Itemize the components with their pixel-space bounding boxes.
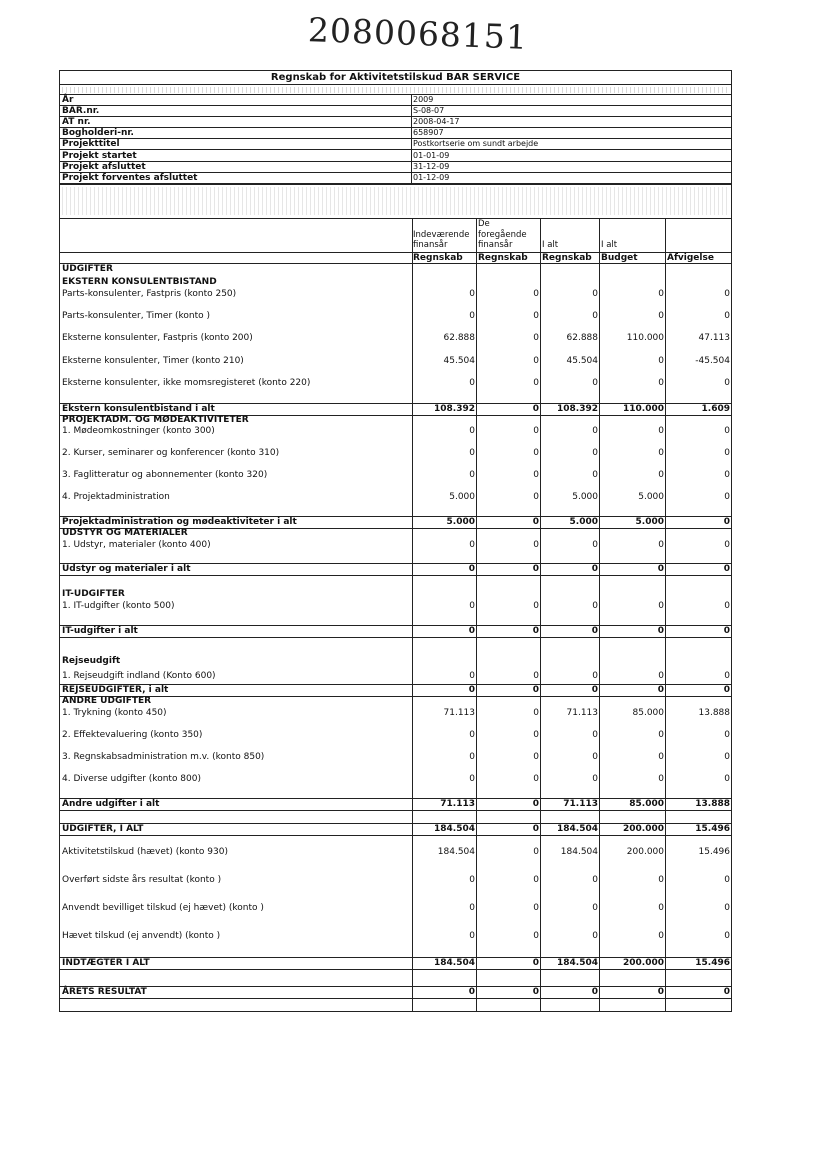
cell-value: 0 — [724, 289, 730, 299]
col3-header-line2: Regnskab — [542, 253, 592, 263]
total-rule — [59, 575, 732, 576]
col4-header-line2: Budget — [601, 253, 638, 263]
row-label: Parts-konsulenter, Timer (konto ) — [62, 311, 211, 321]
cell-value: 0 — [533, 492, 539, 502]
column-divider — [412, 218, 413, 1012]
cell-value: 0 — [533, 378, 539, 388]
meta-label: Bogholderi-nr. — [62, 128, 134, 139]
row-label: Eksterne konsulenter, ikke momsregisteret (konto 220) — [62, 378, 311, 388]
cell-value: 0 — [658, 903, 664, 913]
meta-value: 2009 — [413, 95, 434, 104]
cell-value: 0 — [533, 540, 539, 550]
col1-header-line2: finansår — [413, 240, 448, 250]
meta-value: S-08-07 — [413, 106, 445, 116]
cell-value: 5.000 — [449, 492, 475, 502]
cell-value: 184.504 — [437, 847, 475, 857]
cell-value: 0 — [533, 774, 539, 784]
section-label: UDGIFTER, I ALT — [62, 824, 144, 834]
meta-label: Projekt forventes afsluttet — [62, 172, 198, 183]
cell-value: 0 — [469, 903, 475, 913]
cell-value: 0 — [533, 426, 539, 436]
meta-value: 2008-04-17 — [413, 117, 460, 127]
cell-value: 71.113 — [440, 799, 475, 809]
row-label: Eksterne konsulenter, Fastpris (konto 200) — [62, 333, 253, 343]
total-rule — [59, 798, 732, 799]
cell-value: 0 — [533, 875, 539, 885]
cell-value: 0 — [469, 601, 475, 611]
cell-value: 0 — [723, 564, 730, 574]
cell-value: 0 — [592, 730, 598, 740]
cell-value: 15.496 — [695, 824, 730, 834]
cell-value: 0 — [724, 470, 730, 480]
row-label: Parts-konsulenter, Fastpris (konto 250) — [62, 289, 237, 299]
section-label: IT-udgifter i alt — [62, 626, 138, 636]
cell-value: 184.504 — [434, 958, 475, 968]
row-label: 1. Trykning (konto 450) — [62, 708, 167, 718]
cell-value: 0 — [724, 752, 730, 762]
cell-value: 0 — [532, 564, 539, 574]
cell-value: 0 — [658, 356, 664, 366]
cell-value: 0 — [592, 752, 598, 762]
total-rule — [59, 637, 732, 638]
cell-value: 0 — [533, 730, 539, 740]
cell-value: 0 — [723, 987, 730, 997]
cell-value: 0 — [657, 685, 664, 695]
section-label: Andre udgifter i alt — [62, 799, 160, 809]
cell-value: 0 — [469, 470, 475, 480]
col2-header-line2: foregående — [478, 230, 527, 240]
cell-value: 0 — [533, 470, 539, 480]
meta-rule — [59, 105, 732, 106]
cell-value: 184.504 — [434, 824, 475, 834]
cell-value: 110.000 — [626, 333, 664, 343]
row-label: 1. Rejseudgift indland (Konto 600) — [62, 671, 216, 681]
column-divider — [476, 218, 477, 1012]
cell-value: 0 — [724, 492, 730, 502]
cell-value: 0 — [658, 875, 664, 885]
row-label: 2. Kurser, seminarer og konferencer (konto 310) — [62, 448, 280, 458]
cell-value: 0 — [724, 671, 730, 681]
total-rule — [59, 516, 732, 517]
cell-value: 15.496 — [695, 958, 730, 968]
cell-value: -45.504 — [695, 356, 730, 366]
total-rule — [59, 684, 732, 685]
row-label: Hævet tilskud (ej anvendt) (konto ) — [62, 931, 221, 941]
meta-rule — [59, 138, 732, 139]
total-rule — [59, 957, 732, 958]
cell-value: 0 — [469, 289, 475, 299]
cell-value: 0 — [532, 958, 539, 968]
row-label: 1. IT-udgifter (konto 500) — [62, 601, 175, 611]
total-rule — [59, 403, 732, 404]
cell-value: 5.000 — [569, 517, 598, 527]
row-label: Anvendt bevilliget tilskud (ej hævet) (konto ) — [62, 903, 264, 913]
cell-value: 0 — [724, 730, 730, 740]
handwritten-number: 2080068151 — [307, 10, 529, 57]
cell-value: 0 — [592, 671, 598, 681]
cell-value: 110.000 — [623, 404, 664, 414]
section-label: INDTÆGTER I ALT — [62, 958, 150, 968]
cell-value: 0 — [658, 752, 664, 762]
cell-value: 0 — [658, 470, 664, 480]
cell-value: 0 — [591, 626, 598, 636]
cell-value: 62.888 — [443, 333, 475, 343]
row-label: 1. Udstyr, materialer (konto 400) — [62, 540, 211, 550]
cell-value: 0 — [533, 752, 539, 762]
section-label: ÅRETS RESULTAT — [62, 987, 147, 997]
section-label: Ekstern konsulentbistand i alt — [62, 404, 215, 414]
header-rule — [59, 263, 732, 264]
total-rule — [59, 625, 732, 626]
cell-value: 5.000 — [572, 492, 598, 502]
section-label: ANDRE UDGIFTER — [62, 696, 152, 706]
col1-header-line3: Regnskab — [413, 253, 463, 263]
cell-value: 71.113 — [443, 708, 475, 718]
cell-value: 0 — [532, 799, 539, 809]
cell-value: 184.504 — [557, 958, 598, 968]
meta-value: 01-01-09 — [413, 150, 450, 160]
section-label: EKSTERN KONSULENTBISTAND — [62, 277, 217, 287]
cell-value: 0 — [658, 671, 664, 681]
meta-rule — [59, 116, 732, 117]
ledger-title: Regnskab for Aktivitetstilskud BAR SERVICE — [270, 72, 521, 83]
col5-header-line1: Afvigelse — [667, 253, 714, 263]
cell-value: 0 — [469, 875, 475, 885]
cell-value: 1.609 — [701, 404, 730, 414]
col3-header-line1: I alt — [542, 240, 559, 250]
cell-value: 15.496 — [698, 847, 730, 857]
cell-value: 0 — [658, 931, 664, 941]
meta-label: AT nr. — [62, 117, 91, 128]
cell-value: 47.113 — [698, 333, 730, 343]
total-rule — [59, 986, 732, 987]
cell-value: 0 — [592, 378, 598, 388]
cell-value: 85.000 — [632, 708, 664, 718]
cell-value: 0 — [533, 708, 539, 718]
row-label: 4. Projektadministration — [62, 492, 170, 502]
cell-value: 5.000 — [446, 517, 475, 527]
cell-value: 0 — [469, 448, 475, 458]
cell-value: 0 — [533, 847, 539, 857]
cell-value: 0 — [724, 903, 730, 913]
meta-rule — [59, 149, 732, 150]
row-label: 2. Effektevaluering (konto 350) — [62, 730, 203, 740]
cell-value: 0 — [592, 311, 598, 321]
meta-rule — [59, 183, 732, 184]
meta-value: 01-12-09 — [413, 172, 450, 182]
section-label: Rejseudgift — [62, 656, 121, 666]
meta-label: Projekttitel — [62, 139, 120, 150]
cell-value: 200.000 — [626, 847, 664, 857]
total-rule — [59, 696, 732, 697]
section-label: PROJEKTADM. OG MØDEAKTIVITETER — [62, 415, 249, 425]
cell-value: 0 — [658, 540, 664, 550]
cell-value: 0 — [469, 311, 475, 321]
meta-value: 31-12-09 — [413, 161, 450, 171]
col2-header-line3: finansår — [478, 240, 513, 250]
meta-label: BAR.nr. — [62, 106, 100, 117]
cell-value: 0 — [724, 540, 730, 550]
cell-value: 0 — [658, 730, 664, 740]
meta-rule — [59, 161, 732, 162]
cell-value: 71.113 — [563, 799, 598, 809]
cell-value: 0 — [532, 404, 539, 414]
cell-value: 0 — [724, 774, 730, 784]
col2-header-line1: De — [478, 219, 490, 229]
row-label: 3. Regnskabsadministration m.v. (konto 850) — [62, 752, 265, 762]
cell-value: 108.392 — [557, 404, 598, 414]
section-label: REJSEUDGIFTER, i alt — [62, 685, 169, 695]
cell-value: 62.888 — [566, 333, 598, 343]
meta-value: 658907 — [413, 128, 444, 138]
total-rule — [59, 810, 732, 811]
cell-value: 0 — [658, 448, 664, 458]
section-label: UDSTYR OG MATERIALER — [62, 528, 188, 538]
cell-value: 13.888 — [698, 708, 730, 718]
cell-value: 85.000 — [629, 799, 664, 809]
total-rule — [59, 823, 732, 824]
row-label: Overført sidste års resultat (konto ) — [62, 875, 222, 885]
cell-value: 184.504 — [560, 847, 598, 857]
col1-header-line1: Indeværende — [413, 230, 470, 240]
section-label: IT-UDGIFTER — [62, 589, 125, 599]
cell-value: 0 — [469, 426, 475, 436]
cell-value: 0 — [533, 903, 539, 913]
cell-value: 0 — [723, 626, 730, 636]
cell-value: 0 — [469, 378, 475, 388]
cell-value: 0 — [724, 378, 730, 388]
cell-value: 71.113 — [566, 708, 598, 718]
cell-value: 0 — [592, 774, 598, 784]
cell-value: 184.504 — [557, 824, 598, 834]
total-rule — [59, 998, 732, 999]
cell-value: 0 — [591, 685, 598, 695]
cell-value: 0 — [533, 601, 539, 611]
cell-value: 0 — [724, 448, 730, 458]
row-label: 1. Mødeomkostninger (konto 300) — [62, 426, 215, 436]
cell-value: 0 — [658, 601, 664, 611]
column-divider — [540, 218, 541, 1012]
meta-label: År — [62, 95, 74, 105]
cell-value: 200.000 — [623, 958, 664, 968]
scan-noise-band — [62, 187, 730, 215]
cell-value: 0 — [468, 626, 475, 636]
cell-value: 0 — [592, 426, 598, 436]
cell-value: 0 — [533, 671, 539, 681]
cell-value: 0 — [591, 987, 598, 997]
cell-value: 200.000 — [623, 824, 664, 834]
cell-value: 0 — [532, 626, 539, 636]
cell-value: 0 — [533, 931, 539, 941]
cell-value: 0 — [533, 333, 539, 343]
meta-divider — [411, 94, 412, 184]
cell-value: 0 — [592, 470, 598, 480]
row-label: Aktivitetstilskud (hævet) (konto 930) — [62, 847, 228, 857]
cell-value: 0 — [592, 875, 598, 885]
cell-value: 0 — [533, 356, 539, 366]
col2-header-line4: Regnskab — [478, 253, 528, 263]
cell-value: 0 — [592, 289, 598, 299]
cell-value: 0 — [468, 564, 475, 574]
cell-value: 0 — [657, 564, 664, 574]
cell-value: 0 — [468, 987, 475, 997]
column-divider — [665, 218, 666, 1012]
cell-value: 0 — [658, 426, 664, 436]
cell-value: 0 — [533, 311, 539, 321]
meta-value: Postkortserie om sundt arbejde — [413, 139, 539, 149]
cell-value: 0 — [723, 517, 730, 527]
row-label: 3. Faglitteratur og abonnementer (konto 320) — [62, 470, 268, 480]
col4-header-line1: I alt — [601, 240, 618, 250]
cell-value: 0 — [724, 311, 730, 321]
cell-value: 0 — [592, 903, 598, 913]
meta-rule — [59, 127, 732, 128]
cell-value: 0 — [469, 540, 475, 550]
row-label: Eksterne konsulenter, Timer (konto 210) — [62, 356, 244, 366]
cell-value: 108.392 — [434, 404, 475, 414]
cell-value: 0 — [657, 987, 664, 997]
meta-label: Projekt startet — [62, 150, 137, 161]
total-rule — [59, 969, 732, 970]
cell-value: 0 — [724, 875, 730, 885]
cell-value: 13.888 — [695, 799, 730, 809]
cell-value: 0 — [658, 378, 664, 388]
section-label: Udstyr og materialer i alt — [62, 564, 191, 574]
rule — [59, 84, 732, 85]
cell-value: 5.000 — [638, 492, 664, 502]
cell-value: 0 — [592, 448, 598, 458]
cell-value: 0 — [533, 289, 539, 299]
cell-value: 0 — [469, 774, 475, 784]
cell-value: 0 — [723, 685, 730, 695]
cell-value: 45.504 — [566, 356, 598, 366]
cell-value: 0 — [532, 987, 539, 997]
cell-value: 0 — [469, 671, 475, 681]
cell-value: 0 — [532, 517, 539, 527]
rule — [59, 184, 732, 185]
section-label: UDGIFTER — [62, 264, 113, 274]
total-rule — [59, 563, 732, 564]
rule — [59, 218, 732, 219]
cell-value: 0 — [592, 931, 598, 941]
scan-noise-band — [62, 87, 730, 93]
cell-value: 0 — [469, 730, 475, 740]
cell-value: 0 — [592, 601, 598, 611]
cell-value: 0 — [469, 931, 475, 941]
cell-value: 0 — [658, 774, 664, 784]
section-label: Projektadministration og mødeaktiviteter i alt — [62, 517, 297, 527]
cell-value: 45.504 — [443, 356, 475, 366]
cell-value: 0 — [724, 426, 730, 436]
meta-label: Projekt afsluttet — [62, 161, 146, 172]
cell-value: 0 — [591, 564, 598, 574]
rule — [59, 94, 732, 95]
cell-value: 0 — [468, 685, 475, 695]
cell-value: 0 — [657, 626, 664, 636]
cell-value: 0 — [658, 289, 664, 299]
cell-value: 0 — [533, 448, 539, 458]
cell-value: 0 — [724, 601, 730, 611]
cell-value: 0 — [658, 311, 664, 321]
column-divider — [599, 218, 600, 1012]
cell-value: 5.000 — [635, 517, 664, 527]
row-label: 4. Diverse udgifter (konto 800) — [62, 774, 201, 784]
cell-value: 0 — [724, 931, 730, 941]
cell-value: 0 — [592, 540, 598, 550]
cell-value: 0 — [532, 685, 539, 695]
cell-value: 0 — [469, 752, 475, 762]
cell-value: 0 — [532, 824, 539, 834]
total-rule — [59, 835, 732, 836]
